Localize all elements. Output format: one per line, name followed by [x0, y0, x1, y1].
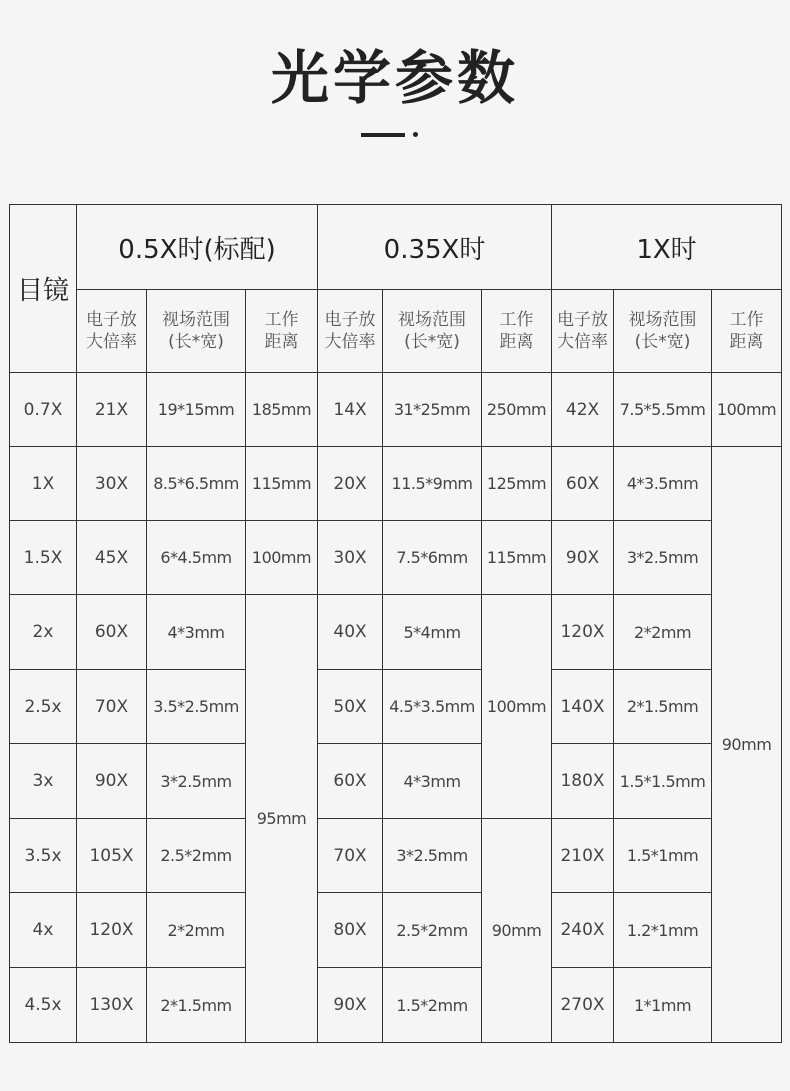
- fov-cell: 2*2mm: [614, 595, 712, 670]
- optical-parameters-table: [9, 204, 782, 1043]
- digital-mag-cell: 180X: [552, 744, 614, 819]
- lens-mag-cell: 1X: [10, 447, 77, 521]
- group-header-0-35x: 0.35X时: [318, 205, 552, 290]
- table-row: [10, 819, 782, 893]
- digital-mag-cell: 140X: [552, 670, 614, 744]
- digital-mag-cell: 120X: [552, 595, 614, 670]
- digital-mag-cell: 270X: [552, 968, 614, 1043]
- working-distance-cell: 115mm: [246, 447, 318, 521]
- sub-header-digital-mag: 电子放 大倍率: [77, 290, 147, 373]
- fov-cell: 1.5*1mm: [614, 819, 712, 893]
- table-row: [10, 373, 782, 447]
- working-distance-cell: 100mm: [246, 521, 318, 595]
- title-underline-dot: [413, 132, 418, 137]
- sub-header-field-of-view: 视场范围 (长*宽): [147, 290, 246, 373]
- digital-mag-cell: 40X: [318, 595, 383, 670]
- fov-cell: 3*2.5mm: [147, 744, 246, 819]
- digital-mag-cell: 30X: [77, 447, 147, 521]
- digital-mag-cell: 240X: [552, 893, 614, 968]
- working-distance-cell: 125mm: [482, 447, 552, 521]
- table-row: [10, 893, 782, 968]
- sub-header-working-distance: 工作 距离: [712, 290, 782, 373]
- fov-cell: 31*25mm: [383, 373, 482, 447]
- working-distance-cell: 95mm: [246, 595, 318, 1043]
- digital-mag-cell: 90X: [77, 744, 147, 819]
- digital-mag-cell: 130X: [77, 968, 147, 1043]
- fov-cell: 3*2.5mm: [614, 521, 712, 595]
- group-header-0-5x: 0.5X时(标配): [77, 205, 318, 290]
- working-distance-cell: 100mm: [482, 595, 552, 819]
- lens-mag-cell: 4.5x: [10, 968, 77, 1043]
- fov-cell: 2.5*2mm: [383, 893, 482, 968]
- fov-cell: 19*15mm: [147, 373, 246, 447]
- sub-header-working-distance: 工作 距离: [246, 290, 318, 373]
- lens-mag-cell: 3.5x: [10, 819, 77, 893]
- fov-cell: 7.5*6mm: [383, 521, 482, 595]
- title-underline: [361, 133, 405, 137]
- eyepiece-header: [10, 205, 77, 373]
- sub-header-digital-mag: 电子放 大倍率: [318, 290, 383, 373]
- working-distance-cell: 185mm: [246, 373, 318, 447]
- digital-mag-cell: 90X: [552, 521, 614, 595]
- fov-cell: 4.5*3.5mm: [383, 670, 482, 744]
- fov-cell: 1.5*1.5mm: [614, 744, 712, 819]
- sub-header-row: [10, 290, 782, 373]
- digital-mag-cell: 30X: [318, 521, 383, 595]
- working-distance-cell: 90mm: [712, 447, 782, 1043]
- fov-cell: 3.5*2.5mm: [147, 670, 246, 744]
- working-distance-cell: 250mm: [482, 373, 552, 447]
- digital-mag-cell: 105X: [77, 819, 147, 893]
- fov-cell: 4*3.5mm: [614, 447, 712, 521]
- digital-mag-cell: 42X: [552, 373, 614, 447]
- digital-mag-cell: 14X: [318, 373, 383, 447]
- page-title: 光学参数: [270, 44, 519, 112]
- sub-header-digital-mag: 电子放 大倍率: [552, 290, 614, 373]
- lens-mag-cell: 0.7X: [10, 373, 77, 447]
- fov-cell: 2.5*2mm: [147, 819, 246, 893]
- sub-header-working-distance: 工作 距离: [482, 290, 552, 373]
- digital-mag-cell: 120X: [77, 893, 147, 968]
- digital-mag-cell: 50X: [318, 670, 383, 744]
- eyepiece-label: 目镜: [16, 276, 69, 306]
- fov-cell: 5*4mm: [383, 595, 482, 670]
- digital-mag-cell: 45X: [77, 521, 147, 595]
- fov-cell: 11.5*9mm: [383, 447, 482, 521]
- sub-header-field-of-view: 视场范围 (长*宽): [383, 290, 482, 373]
- lens-mag-cell: 3x: [10, 744, 77, 819]
- digital-mag-cell: 60X: [318, 744, 383, 819]
- fov-cell: 4*3mm: [383, 744, 482, 819]
- digital-mag-cell: 210X: [552, 819, 614, 893]
- digital-mag-cell: 90X: [318, 968, 383, 1043]
- fov-cell: 2*1.5mm: [147, 968, 246, 1043]
- fov-cell: 6*4.5mm: [147, 521, 246, 595]
- digital-mag-cell: 60X: [552, 447, 614, 521]
- digital-mag-cell: 20X: [318, 447, 383, 521]
- fov-cell: 1*1mm: [614, 968, 712, 1043]
- sub-header-field-of-view: 视场范围 (长*宽): [614, 290, 712, 373]
- group-header-row: [10, 205, 782, 290]
- working-distance-cell: 90mm: [482, 819, 552, 1043]
- digital-mag-cell: 70X: [318, 819, 383, 893]
- lens-mag-cell: 2x: [10, 595, 77, 670]
- table-row: [10, 447, 782, 521]
- digital-mag-cell: 70X: [77, 670, 147, 744]
- fov-cell: 2*1.5mm: [614, 670, 712, 744]
- digital-mag-cell: 21X: [77, 373, 147, 447]
- fov-cell: 1.2*1mm: [614, 893, 712, 968]
- digital-mag-cell: 60X: [77, 595, 147, 670]
- table-row: [10, 744, 782, 819]
- lens-mag-cell: 2.5x: [10, 670, 77, 744]
- working-distance-cell: 115mm: [482, 521, 552, 595]
- table-row: [10, 670, 782, 744]
- table-row: [10, 968, 782, 1043]
- fov-cell: 1.5*2mm: [383, 968, 482, 1043]
- lens-mag-cell: 1.5X: [10, 521, 77, 595]
- fov-cell: 4*3mm: [147, 595, 246, 670]
- fov-cell: 3*2.5mm: [383, 819, 482, 893]
- digital-mag-cell: 80X: [318, 893, 383, 968]
- table-row: [10, 595, 782, 670]
- table-row: [10, 521, 782, 595]
- working-distance-cell: 100mm: [712, 373, 782, 447]
- group-header-1x: 1X时: [552, 205, 782, 290]
- fov-cell: 2*2mm: [147, 893, 246, 968]
- lens-mag-cell: 4x: [10, 893, 77, 968]
- fov-cell: 7.5*5.5mm: [614, 373, 712, 447]
- fov-cell: 8.5*6.5mm: [147, 447, 246, 521]
